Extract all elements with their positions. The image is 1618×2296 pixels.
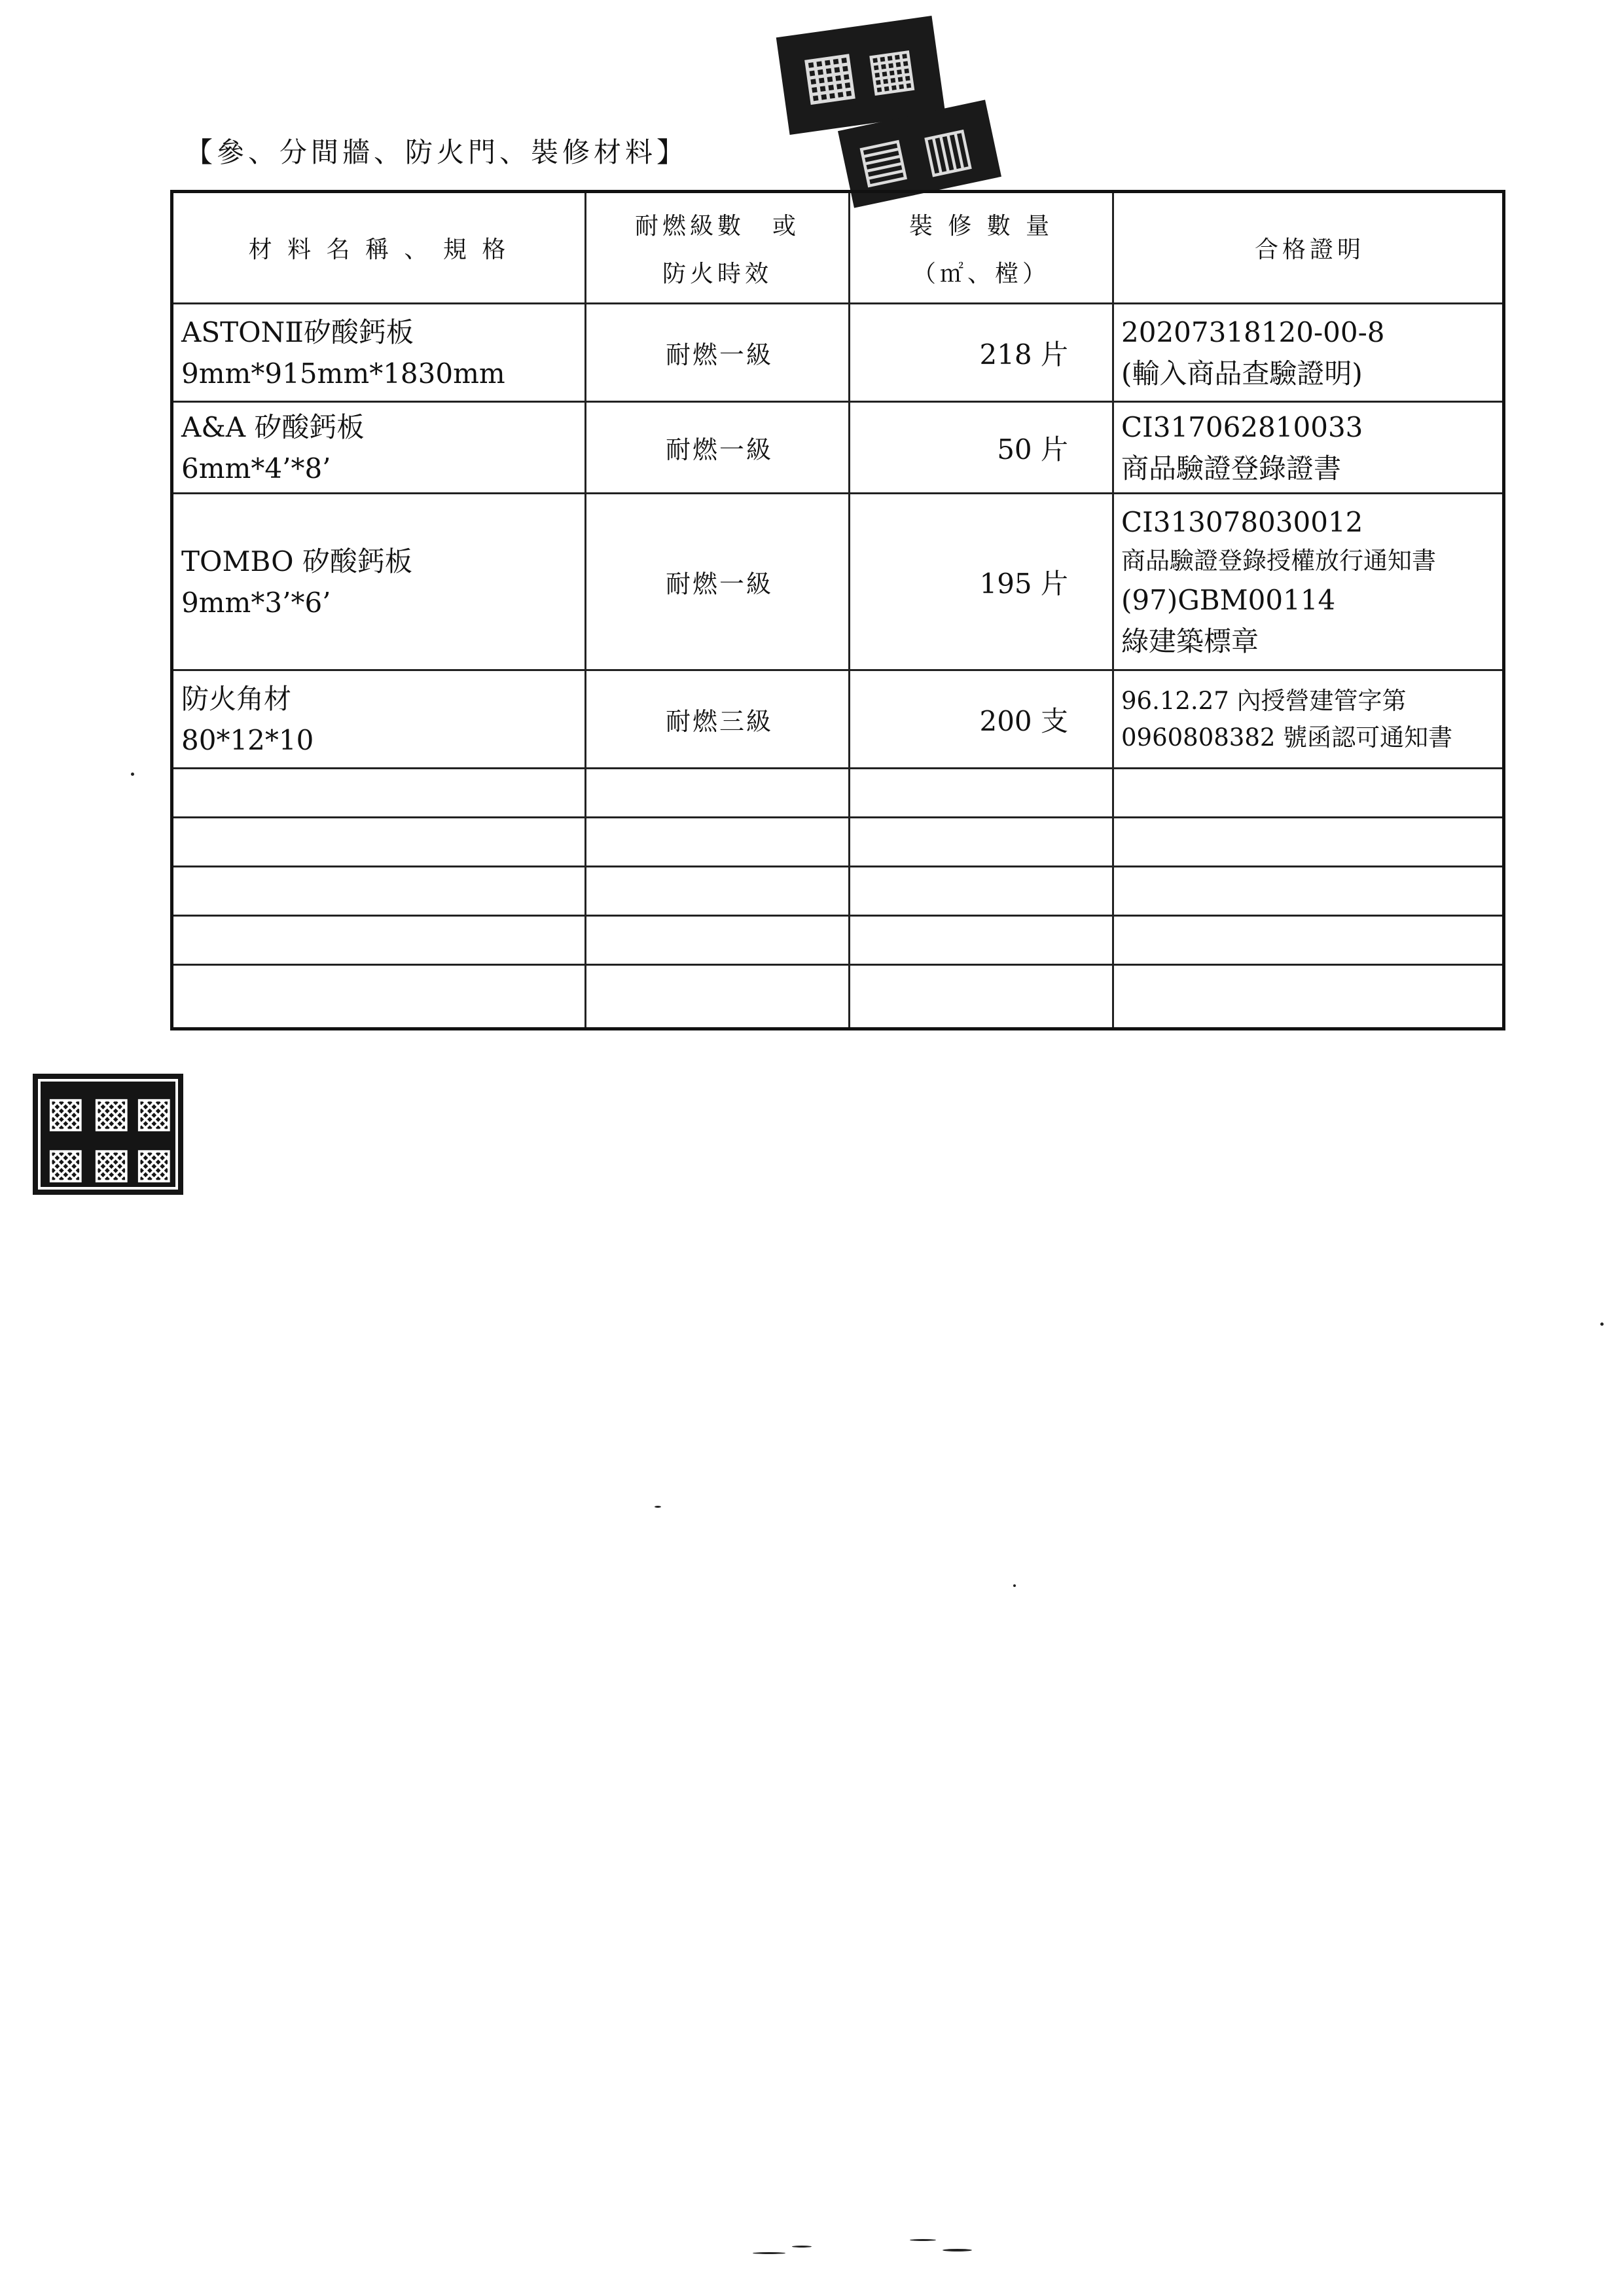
fire-rating: 耐燃三級 <box>665 707 773 736</box>
material-name: 防火角材 <box>181 682 292 715</box>
certificate-line: 商品驗證登錄證書 <box>1121 452 1342 484</box>
material-name: A&A 矽酸鈣板 <box>181 410 365 443</box>
table-row <box>173 403 1502 494</box>
scan-speck <box>1600 1322 1604 1326</box>
empty-table-row <box>173 818 1502 867</box>
table-row <box>173 494 1502 671</box>
fire-rating: 耐燃一級 <box>665 340 773 369</box>
top-seal-stamp-lower: ▤ ▥ <box>838 100 1001 208</box>
certificate-line: 20207318120-00-8 <box>1121 316 1385 348</box>
scan-speck <box>792 2246 812 2248</box>
certificate-line: 綠建築標章 <box>1121 625 1259 657</box>
material-spec: 9mm*3’*6’ <box>181 586 331 619</box>
left-seal-stamp: ▩ ▩ ▩ ▩ ▩ ▩ <box>33 1074 183 1195</box>
table-header-row <box>173 193 1502 304</box>
material-name: ASTONⅡ矽酸鈣板 <box>181 316 414 348</box>
scan-speck <box>753 2252 785 2254</box>
certificate-line: 0960808382 號函認可通知書 <box>1121 723 1453 752</box>
certificate-line: 商品驗證登錄授權放行通知書 <box>1121 547 1436 575</box>
quantity: 195 片 <box>979 567 1068 600</box>
table-row <box>173 671 1502 769</box>
header-quantity-line1: 裝 修 數 量 <box>908 212 1054 240</box>
material-spec: 6mm*4’*8’ <box>181 452 331 484</box>
empty-table-row <box>173 867 1502 917</box>
certificate-line: (97)GBM00114 <box>1121 583 1336 616</box>
empty-table-row <box>173 966 1502 1027</box>
quantity: 50 片 <box>997 433 1068 465</box>
header-certificate: 合格證明 <box>1254 236 1365 263</box>
scan-speck <box>943 2249 972 2251</box>
certificate-line: CI317062810033 <box>1121 410 1363 443</box>
header-fire-rating-line2: 防火時效 <box>662 260 772 287</box>
fire-rating: 耐燃一級 <box>665 570 773 598</box>
certificate-line: 96.12.27 內授營建管字第 <box>1121 687 1407 715</box>
materials-table <box>170 190 1505 1030</box>
header-material: 材 料 名 稱 、 規 格 <box>248 236 510 263</box>
material-spec: 9mm*915mm*1830mm <box>181 357 505 390</box>
scan-speck <box>910 2239 936 2241</box>
quantity: 200 支 <box>979 704 1068 737</box>
quantity: 218 片 <box>979 338 1068 371</box>
empty-table-row <box>173 917 1502 966</box>
header-fire-rating-line1: 耐燃級數 或 <box>634 212 800 240</box>
empty-table-row <box>173 769 1502 818</box>
certificate-line: CI313078030012 <box>1121 506 1363 539</box>
certificate-line: (輸入商品查驗證明) <box>1121 357 1363 390</box>
scan-speck <box>131 773 134 776</box>
section-title: 【參、分間牆、防火門、裝修材料】 <box>185 136 689 168</box>
scan-speck <box>655 1506 661 1508</box>
material-spec: 80*12*10 <box>181 723 314 756</box>
material-name: TOMBO 矽酸鈣板 <box>181 545 412 577</box>
table-row <box>173 304 1502 403</box>
header-quantity-line2: （㎡、樘） <box>912 260 1050 287</box>
top-seal-stamp: ▦ ▦ <box>776 16 946 135</box>
fire-rating: 耐燃一級 <box>665 435 773 464</box>
scan-speck <box>1013 1584 1016 1587</box>
